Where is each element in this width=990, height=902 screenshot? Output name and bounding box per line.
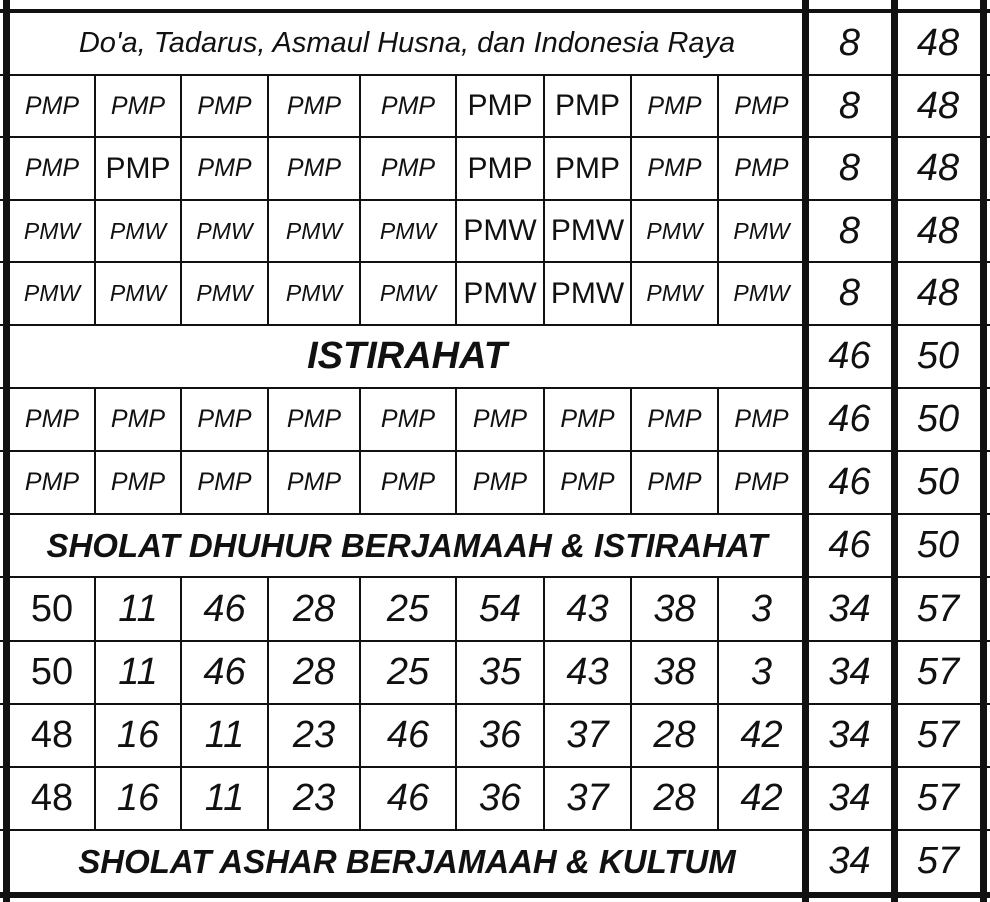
cell-divider xyxy=(455,577,457,641)
subject-cell: 42 xyxy=(740,777,783,819)
cell-divider xyxy=(359,704,361,767)
subject-cell: PMP xyxy=(380,468,436,496)
cell-divider xyxy=(630,388,632,451)
cell-divider xyxy=(455,388,457,451)
cell-divider xyxy=(455,137,457,200)
cell-divider xyxy=(180,262,182,325)
row-divider xyxy=(0,513,990,515)
subject-cell: 3 xyxy=(750,651,773,693)
subject-cell: PMW xyxy=(379,217,437,244)
subject-cell: PMP xyxy=(380,91,436,120)
cell-divider xyxy=(267,388,269,451)
cell-divider xyxy=(717,577,719,641)
count-cell-a: 34 xyxy=(828,777,871,819)
cell-divider xyxy=(180,641,182,704)
row-divider xyxy=(0,199,990,201)
cell-divider xyxy=(630,200,632,262)
count-cell-b: 48 xyxy=(916,209,960,252)
cell-divider xyxy=(359,451,361,514)
cell-divider xyxy=(717,388,719,451)
cell-divider xyxy=(267,577,269,641)
cell-divider xyxy=(630,262,632,325)
cell-divider xyxy=(717,641,719,704)
cell-divider xyxy=(94,641,96,704)
row-divider xyxy=(0,829,990,831)
cell-divider xyxy=(717,767,719,830)
cell-divider xyxy=(180,704,182,767)
subject-cell: 23 xyxy=(292,714,336,756)
column-border xyxy=(891,0,898,902)
subject-cell: 50 xyxy=(30,651,74,693)
subject-cell: PMP xyxy=(560,405,615,433)
subject-cell: PMP xyxy=(554,89,620,122)
subject-cell: PMP xyxy=(24,154,80,182)
cell-divider xyxy=(267,767,269,830)
cell-divider xyxy=(94,704,96,767)
subject-cell: PMW xyxy=(733,280,790,306)
row-divider xyxy=(0,261,990,263)
cell-divider xyxy=(630,451,632,514)
subject-cell: 36 xyxy=(478,777,522,819)
cell-divider xyxy=(180,451,182,514)
subject-cell: 11 xyxy=(204,777,245,819)
cell-divider xyxy=(359,577,361,641)
cell-divider xyxy=(94,577,96,641)
cell-divider xyxy=(94,200,96,262)
cell-divider xyxy=(359,137,361,200)
subject-cell: PMW xyxy=(550,276,625,310)
cell-divider xyxy=(94,451,96,514)
subject-cell: PMP xyxy=(380,405,436,433)
subject-cell: PMP xyxy=(24,405,80,433)
count-cell-b: 57 xyxy=(916,714,960,756)
row-divider xyxy=(0,387,990,389)
cell-divider xyxy=(543,262,545,325)
cell-divider xyxy=(267,200,269,262)
count-cell-b: 48 xyxy=(916,147,960,189)
cell-divider xyxy=(543,641,545,704)
count-cell-a: 8 xyxy=(838,147,861,189)
subject-cell: PMP xyxy=(467,151,533,185)
cell-divider xyxy=(630,137,632,200)
row-divider xyxy=(0,324,990,326)
subject-cell: PMP xyxy=(647,154,702,182)
cell-divider xyxy=(717,200,719,262)
subject-cell: PMP xyxy=(105,151,171,185)
subject-cell: PMP xyxy=(467,89,533,122)
subject-cell: PMP xyxy=(554,151,620,185)
count-cell-b: 57 xyxy=(916,840,960,882)
column-border xyxy=(802,0,809,902)
cell-divider xyxy=(267,137,269,200)
column-border xyxy=(980,0,987,902)
subject-cell: 38 xyxy=(653,587,696,630)
count-cell-b: 50 xyxy=(916,461,960,503)
subject-cell: PMW xyxy=(285,217,343,244)
subject-cell: PMP xyxy=(286,154,342,182)
cell-divider xyxy=(180,388,182,451)
subject-cell: 48 xyxy=(30,777,74,819)
subject-cell: 28 xyxy=(653,714,696,756)
subject-cell: PMW xyxy=(109,280,167,306)
subject-cell: 48 xyxy=(30,714,74,756)
cell-divider xyxy=(267,704,269,767)
cell-divider xyxy=(94,767,96,830)
count-cell-a: 46 xyxy=(828,335,871,377)
count-cell-b: 57 xyxy=(916,777,960,819)
cell-divider xyxy=(455,451,457,514)
count-cell-a: 34 xyxy=(828,714,871,756)
subject-cell: 16 xyxy=(116,714,160,756)
count-cell-b: 50 xyxy=(916,524,960,566)
subject-cell: 46 xyxy=(203,651,246,693)
subject-cell: PMP xyxy=(472,405,528,433)
cell-divider xyxy=(543,200,545,262)
subject-cell: PMP xyxy=(734,91,789,120)
cell-divider xyxy=(455,262,457,325)
subject-cell: PMW xyxy=(109,217,167,244)
row-divider xyxy=(0,450,990,452)
subject-cell: PMP xyxy=(110,468,166,496)
cell-divider xyxy=(94,75,96,137)
row-divider xyxy=(0,892,990,898)
cell-divider xyxy=(543,451,545,514)
cell-divider xyxy=(543,137,545,200)
row-divider xyxy=(0,576,990,578)
cell-divider xyxy=(455,75,457,137)
subject-cell: PMP xyxy=(24,91,80,120)
cell-divider xyxy=(267,262,269,325)
row-divider xyxy=(0,640,990,642)
cell-divider xyxy=(717,137,719,200)
cell-divider xyxy=(543,577,545,641)
subject-cell: PMP xyxy=(197,91,252,120)
subject-cell: PMW xyxy=(646,280,703,306)
subject-cell: 38 xyxy=(653,651,696,693)
subject-cell: PMP xyxy=(734,468,789,496)
subject-cell: PMP xyxy=(286,468,342,496)
count-cell-b: 48 xyxy=(916,84,960,127)
cell-divider xyxy=(94,137,96,200)
cell-divider xyxy=(717,451,719,514)
subject-cell: PMP xyxy=(110,91,166,120)
cell-divider xyxy=(630,641,632,704)
subject-cell: PMW xyxy=(463,276,537,310)
cell-divider xyxy=(630,577,632,641)
subject-cell: 11 xyxy=(118,651,158,693)
count-cell-b: 50 xyxy=(916,335,960,377)
subject-cell: PMP xyxy=(472,468,528,496)
column-border xyxy=(3,0,10,902)
cell-divider xyxy=(455,767,457,830)
cell-divider xyxy=(630,767,632,830)
subject-cell: PMW xyxy=(733,217,790,244)
subject-cell: PMP xyxy=(560,468,615,496)
subject-cell: PMP xyxy=(734,154,789,182)
subject-cell: 37 xyxy=(566,777,609,819)
cell-divider xyxy=(94,388,96,451)
cell-divider xyxy=(717,262,719,325)
subject-cell: 16 xyxy=(116,777,160,819)
cell-divider xyxy=(543,704,545,767)
subject-cell: PMW xyxy=(196,217,253,244)
cell-divider xyxy=(359,200,361,262)
subject-cell: 11 xyxy=(204,714,245,756)
subject-cell: PMP xyxy=(24,468,80,496)
row-divider xyxy=(0,703,990,705)
subject-cell: 35 xyxy=(478,651,522,693)
count-cell-a: 46 xyxy=(828,398,871,440)
subject-cell: PMP xyxy=(647,468,702,496)
cell-divider xyxy=(455,704,457,767)
subject-cell: 28 xyxy=(292,587,336,630)
subject-cell: PMP xyxy=(197,405,252,433)
subject-cell: 3 xyxy=(750,587,773,630)
count-cell-a: 8 xyxy=(838,209,861,252)
subject-cell: 36 xyxy=(478,714,522,756)
cell-divider xyxy=(630,704,632,767)
count-cell-b: 48 xyxy=(916,272,960,314)
row-divider xyxy=(0,9,990,13)
cell-divider xyxy=(359,262,361,325)
subject-cell: PMP xyxy=(286,91,342,120)
cell-divider xyxy=(180,577,182,641)
subject-cell: PMW xyxy=(196,280,253,306)
cell-divider xyxy=(180,137,182,200)
subject-cell: 43 xyxy=(566,651,609,693)
cell-divider xyxy=(543,388,545,451)
cell-divider xyxy=(180,75,182,137)
cell-divider xyxy=(543,767,545,830)
subject-cell: PMP xyxy=(286,405,342,433)
subject-cell: 50 xyxy=(30,587,74,630)
count-cell-a: 34 xyxy=(828,840,871,882)
count-cell-a: 8 xyxy=(838,84,861,127)
subject-cell: PMW xyxy=(285,280,343,306)
count-cell-a: 8 xyxy=(838,272,861,314)
subject-cell: PMP xyxy=(734,405,789,433)
subject-cell: 46 xyxy=(386,714,430,756)
cell-divider xyxy=(543,75,545,137)
count-cell-a: 34 xyxy=(828,651,871,693)
subject-cell: PMW xyxy=(463,214,537,247)
subject-cell: PMW xyxy=(23,280,81,306)
row-divider xyxy=(0,766,990,768)
count-cell-a: 46 xyxy=(828,524,871,566)
subject-cell: 46 xyxy=(386,777,430,819)
count-cell-a: 46 xyxy=(828,461,871,503)
cell-divider xyxy=(359,641,361,704)
cell-divider xyxy=(717,75,719,137)
count-cell-a: 8 xyxy=(838,22,861,64)
subject-cell: PMW xyxy=(646,217,703,244)
cell-divider xyxy=(267,451,269,514)
subject-cell: 25 xyxy=(386,651,430,693)
subject-cell: PMW xyxy=(23,217,81,244)
count-cell-a: 34 xyxy=(828,587,871,630)
opening-activity-label: Do'a, Tadarus, Asmaul Husna, dan Indonesia Raya xyxy=(78,27,736,59)
cell-divider xyxy=(359,75,361,137)
cell-divider xyxy=(455,200,457,262)
cell-divider xyxy=(455,641,457,704)
cell-divider xyxy=(180,200,182,262)
cell-divider xyxy=(630,75,632,137)
cell-divider xyxy=(717,704,719,767)
subject-cell: PMP xyxy=(647,405,702,433)
subject-cell: PMW xyxy=(550,214,625,247)
subject-cell: 54 xyxy=(478,587,522,630)
cell-divider xyxy=(267,75,269,137)
subject-cell: PMW xyxy=(379,280,437,306)
subject-cell: 42 xyxy=(740,714,783,756)
break-label: SHOLAT ASHAR BERJAMAAH & KULTUM xyxy=(78,842,736,880)
subject-cell: 43 xyxy=(566,587,609,630)
cell-divider xyxy=(180,767,182,830)
break-label: ISTIRAHAT xyxy=(307,335,507,377)
count-cell-b: 57 xyxy=(916,587,960,630)
count-cell-b: 50 xyxy=(916,398,960,440)
subject-cell: 28 xyxy=(653,777,696,819)
subject-cell: PMP xyxy=(647,91,702,120)
subject-cell: PMP xyxy=(110,405,166,433)
subject-cell: PMP xyxy=(380,154,436,182)
count-cell-b: 57 xyxy=(916,651,960,693)
subject-cell: 11 xyxy=(118,587,158,630)
count-cell-b: 48 xyxy=(916,22,960,64)
subject-cell: 25 xyxy=(386,587,430,630)
row-divider xyxy=(0,136,990,138)
subject-cell: 37 xyxy=(566,714,609,756)
cell-divider xyxy=(359,388,361,451)
subject-cell: 46 xyxy=(203,587,246,630)
subject-cell: PMP xyxy=(197,468,252,496)
cell-divider xyxy=(359,767,361,830)
row-divider xyxy=(0,74,990,76)
subject-cell: 23 xyxy=(292,777,336,819)
break-label: SHOLAT DHUHUR BERJAMAAH & ISTIRAHAT xyxy=(46,526,768,564)
subject-cell: 28 xyxy=(292,651,336,693)
cell-divider xyxy=(94,262,96,325)
subject-cell: PMP xyxy=(197,154,252,182)
cell-divider xyxy=(267,641,269,704)
